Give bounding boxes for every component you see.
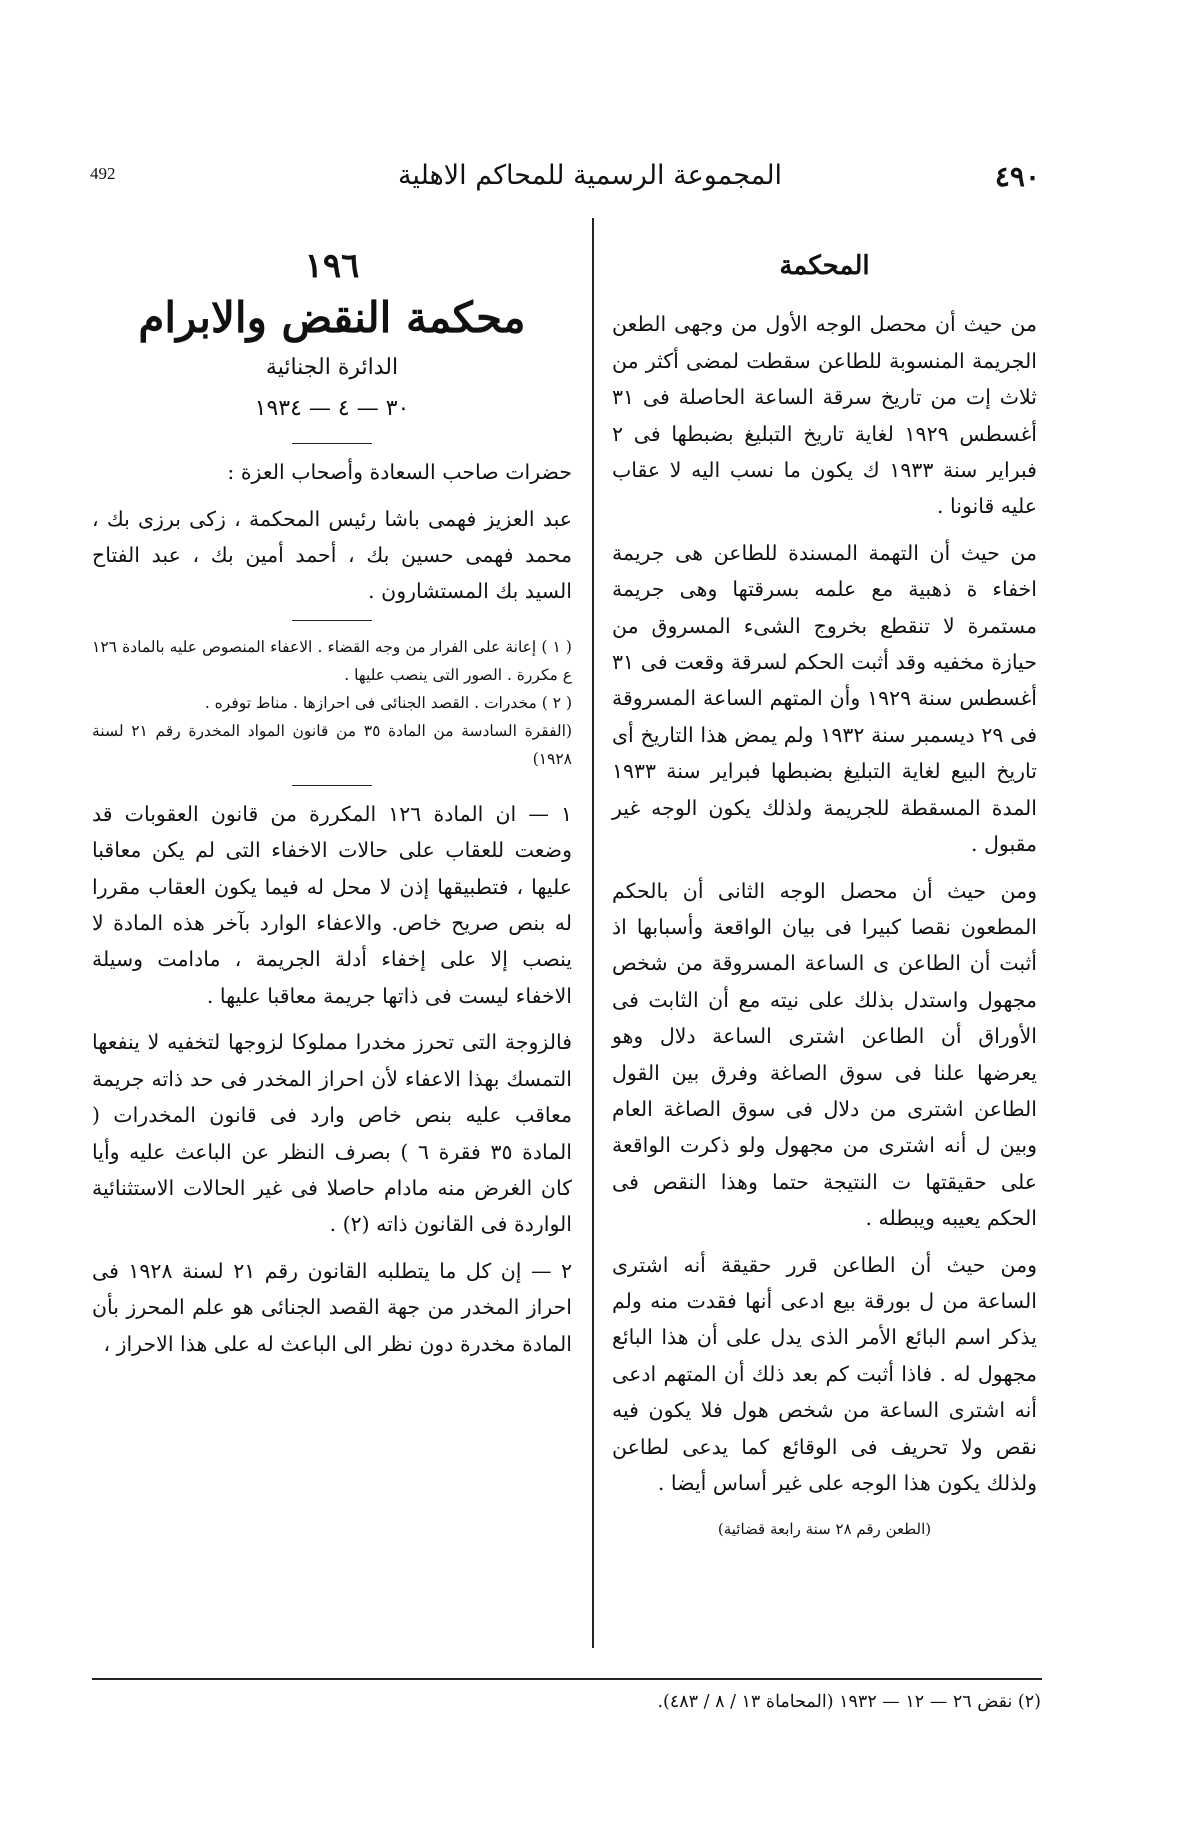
paragraph: ومن حيث أن الطاعن قرر حقيقة أنه اشترى الساعة من ل بورقة بيع ادعى أنها فقدت منه ولم يذكر اسم البائع الأمر الذى يدل على أن هذا البائع مجهول له . فاذا أثبت كم بعد ذلك أن المتهم ادعى أنه اشترى الساعة من شخص هول فلا يكون فيه نقص ولا تحريف فى الوقائع كما يدعى لطاعن ولذلك يكون هذا الوجه على غير أساس أيضا . <box>612 1252 1037 1495</box>
page-footnote: (٢) نقض ٢٦ — ١٢ — ١٩٣٢ (المحاماة ١٣ / ٨ / ٤٨٣). <box>657 1692 1041 1712</box>
paragraph: من حيث أن محصل الوجه الأول من وجهى الطعن الجريمة المنسوبة للطاعن سقطت لمضى أكثر من ثلاث إت من تاريخ سرقة الساعة الحاصلة فى ٣١ أغسطس ١٩٢٩ لغاية تاريخ التبليغ بضبطها فى ٢ فبراير سنة ١٩٣٣ ك يكون ما نسب اليه لا عقاب عليه قانونا . <box>612 312 1037 519</box>
divider <box>292 785 372 786</box>
case-citation: (الطعن رقم ٢٨ سنة رابعة قضائية) <box>717 1520 932 1539</box>
running-title: المجموعة الرسمية للمحاكم الاهلية <box>397 160 783 191</box>
paragraph: ١ — ان المادة ١٢٦ المكررة من قانون العقوبات قد وضعت للعقاب على حالات الاخفاء التى لم يكن معاقبا عليها ، فتطبيقها إذن لا محل له فيما يكون العقاب مقررا له بنص صريح خاص. والاعفاء الوارد بآخر هذه المادة لا ينصب إلا على إخفاء أدلة الجريمة ، مادامت وسيلة الاخفاء ليست فى ذاتها جريمة معاقبا عليها . <box>92 801 572 1008</box>
right-column <box>612 248 1037 1548</box>
case-number: ١٩٦ <box>304 246 360 286</box>
judgment-date: ٣٠ — ٤ — ١٩٣٤ <box>254 395 410 421</box>
divider <box>292 620 372 621</box>
judges-intro: حضرات صاحب السعادة وأصحاب العزة : <box>227 460 572 485</box>
column-divider <box>592 218 594 1648</box>
headnotes <box>92 633 572 773</box>
divider <box>292 443 372 444</box>
chamber-name: الدائرة الجنائية <box>265 355 399 381</box>
paragraph: ومن حيث أن محصل الوجه الثانى أن بالحكم المطعون نقصا كبيرا فى بيان الواقعة وأسبابها اذ أثبت أن الطاعن ى الساعة المسروقة من شخص مجهول واستدل بذلك على نيته مع أن الثابت فى الأوراق أن الطاعن اشترى الساعة دلال وهو يعرضها علنا فى سوق الصاغة وفرق بين القول الطاعن اشترى من دلال فى سوق الصاغة العام وبين ل أنه اشترى من مجهول ولو ذكرت الواقعة على حقيقتها ت النتيجة حتما وهذا النقص فى الحكم يعيبه ويبطله . <box>612 878 1037 1231</box>
paragraph: ٢ — إن كل ما يتطلبه القانون رقم ٢١ لسنة ١٩٢٨ فى احراز المخدر من جهة القصد الجنائى هو علم المحرز بأن المادة مخدرة دون نظر الى الباعث له على هذا الاحراز ، <box>92 1258 572 1356</box>
page-header <box>90 160 1040 210</box>
page-number-latin: 492 <box>90 164 116 183</box>
left-column <box>92 248 572 1372</box>
page-number-arabic: ٤٩٠ <box>994 160 1040 193</box>
headnote: (الفقرة السادسة من المادة ٣٥ من قانون المواد المخدرة رقم ٢١ لسنة ١٩٢٨) <box>92 721 572 768</box>
headnote: ( ٢ ) مخدرات . القصد الجنائى فى احرازها . مناط توفره . <box>204 693 572 712</box>
paragraph: من حيث أن التهمة المسندة للطاعن هى جريمة اخفاء ة ذهبية مع علمه بسرقتها وهى جريمة مستمرة لا تنقطع بخروج الشىء المسروق من حيازة مخفيه وقد أثبت الحكم لسرقة وقعت فى ٣١ أغسطس سنة ١٩٢٩ وأن المتهم الساعة المسروقة فى ٢٩ ديسمبر سنة ١٩٣٢ ولم يمض هذا التاريخ أى تاريخ البيع لغاية التبليغ بضبطها فبراير سنة ١٩٣٣ المدة المسقطة للجريمة ولذلك يكون الوجه غير مقبول . <box>612 540 1038 857</box>
judges-list: عبد العزيز فهمى باشا رئيس المحكمة ، زكى برزى بك ، محمد فهمى حسين بك ، أحمد أمين بك ، عبد الفتاح السيد بك المستشارون . <box>92 506 572 604</box>
court-name: محكمة النقض والابرام <box>138 293 526 343</box>
paragraph: فالزوجة التى تحرز مخدرا مملوكا لزوجها لتخفيه لا ينفعها التمسك بهذا الاعفاء لأن احراز المخدر فى حد ذاته جريمة معاقب عليه بنص خاص وارد فى قانون المخدرات ( المادة ٣٥ فقرة ٦ ) بصرف النظر عن الباعث عليه وأيا كان الغرض منه مادام حاصلا فى غير الحالات الاستثنائية الواردة فى القانون ذاته (٢) . <box>92 1030 572 1237</box>
footnote-rule <box>92 1678 1042 1680</box>
court-section-heading: المحكمة <box>779 251 870 281</box>
headnote: ( ١ ) إعانة على الفرار من وجه القضاء . الاعفاء المنصوص عليه بالمادة ١٢٦ ع مكررة . الصور التى ينصب عليها . <box>92 637 572 684</box>
